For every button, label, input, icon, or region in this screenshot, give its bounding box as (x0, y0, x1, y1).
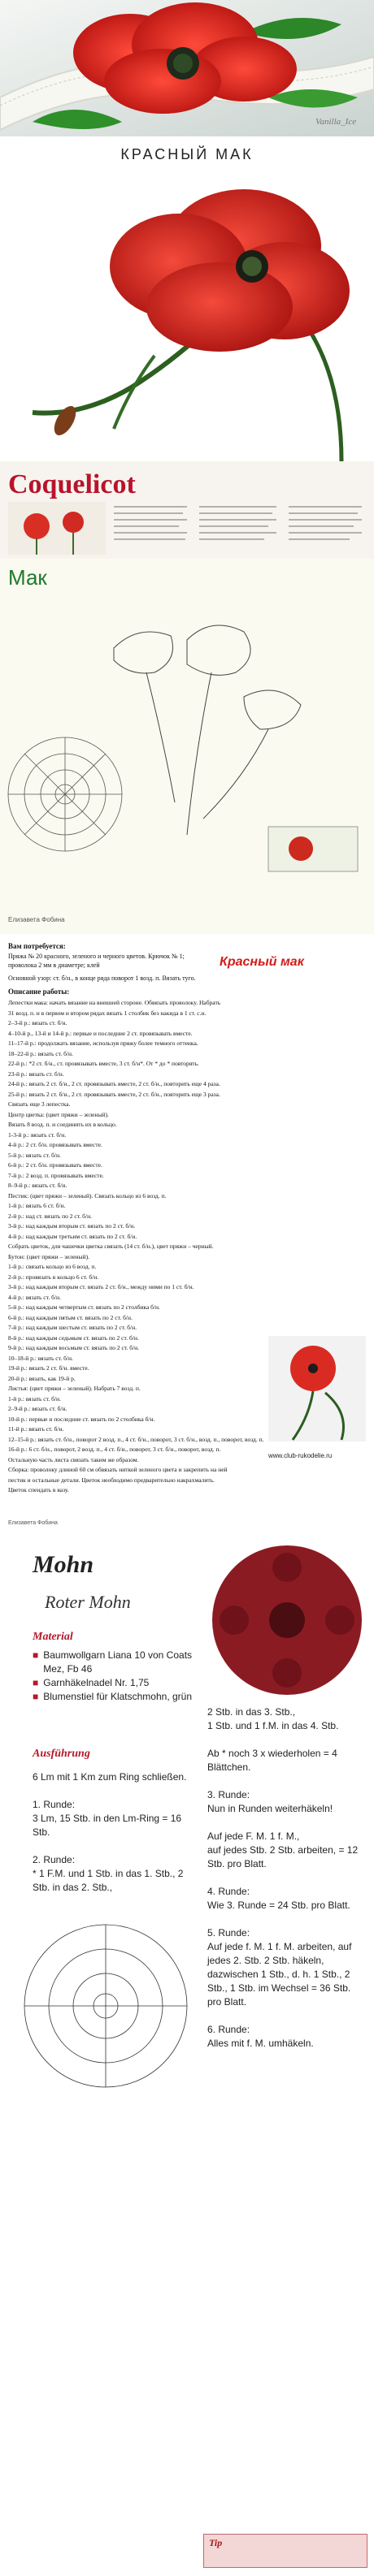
site-url: www.club-rukodelie.ru (268, 1452, 333, 1459)
text-line: 11-й р.: вязать ст. б/н. (8, 1425, 64, 1433)
text-line: 3-й р.: над каждым вторым ст. вязать 2 ст. б/н., между ними по 1 ст. б/н. (8, 1283, 194, 1290)
text-line (207, 2009, 366, 2023)
text-line: 2 Stb. in das 3. Stb., (207, 1706, 296, 1718)
text-line: 1-й р.: связать кольцо из 6 возд. п. (8, 1263, 97, 1270)
material-heading: Material (33, 1631, 73, 1643)
instructions-red-poppy (0, 934, 374, 1535)
text-line: 3. Runde: (207, 1789, 250, 1800)
tip-box (203, 2534, 367, 2568)
poppy-photo-small (268, 1336, 366, 1441)
text-line: 2–9-й р.: вязать ст. б/н. (8, 1405, 67, 1412)
poppy-bracelet-illustration (0, 0, 374, 136)
text-line: Auf jede F. M. 1 f. M., (207, 1830, 300, 1842)
text-line: 4-й р.: вязать ст. б/н. (8, 1293, 61, 1301)
text-line: 5-й р.: вязать ст. б/н. (8, 1151, 61, 1159)
text-line: Бутон: (цвет пряжи – зеленый). (8, 1252, 89, 1260)
text-line: 6. Runde: (207, 2024, 250, 2035)
text-line: 10-й р.: первые и последние ст. вязать по 2 столбика б/н. (8, 1415, 155, 1423)
text-line: 7-й р.: 2 возд. п. провязывать вместе. (8, 1171, 104, 1179)
text-line: Цветок спендать в вазу. (8, 1486, 69, 1493)
text-line: 7-й р.: над каждым шестым ст. вязать по 2 ст. б/н. (8, 1324, 137, 1331)
bullet-icon: ■ (33, 1649, 39, 1661)
crochet-flower-photo (210, 1543, 364, 1697)
large-poppy-illustration (0, 169, 374, 461)
watermark: Vanilla_Ice (315, 117, 357, 127)
pattern-sheet-mak (0, 559, 374, 934)
material-item (33, 1649, 211, 1676)
text-line: 10–18-й р.: вязать ст. б/н. (8, 1354, 73, 1362)
credit: Елизавета Фобина (8, 1520, 58, 1526)
text-line: 4. Runde: (207, 1886, 250, 1897)
photo-poppy-bracelet (0, 0, 374, 136)
text-line: Ab * noch 3 x wiederholen = 4 Blättchen. (207, 1748, 337, 1773)
photo-large-poppy (0, 169, 374, 461)
text-line: 16-й р.: 6 ст. б/н., поворот, 2 возд. п., 4 ст. б/н., поворот, 3 ст. б/н., поворот, возд. п. (8, 1446, 221, 1453)
title-banner-red-poppy (0, 136, 374, 169)
instructions-left-column (33, 1770, 191, 1895)
text-line: 25-й р.: вязать 2 ст. б/н., 2 ст. провязывать вместе, 2 ст. б/н., повторить еще 3 раза. (8, 1090, 220, 1098)
crochet-diagram (0, 591, 374, 916)
text-line: 3-й р.: над каждым вторым ст. вязать по 2 ст. б/н. (8, 1222, 136, 1230)
text-line: Связать еще 3 лепестка. (8, 1100, 71, 1108)
section-title: Мак (8, 565, 47, 590)
text-line: Вязать 8 возд. п. и соединить их в кольцо. (8, 1121, 117, 1128)
text-line: Листья: (цвет пряжи – зеленый). Набрать 7 возд. п. (8, 1385, 141, 1392)
text-line: Auf jede f. M. 1 f. M. arbeiten, auf jedes 2. Stb. 2 Stb. häkeln, dazwischen 1 Stb., d. h. 1 Stb., 2 Stb., 1 Stb. im Wechsel = 36 Stb. pro Blatt. (207, 1941, 352, 2008)
description-heading: Описание работы: (8, 988, 70, 996)
magazine-coquelicot (0, 461, 374, 559)
text-line: пестик и остальные детали. Цветок необходимо предварительно накрахмалить. (8, 1476, 215, 1484)
text-line: 18–22-й р.: вязать ст. б/н. (8, 1049, 73, 1057)
text-line: Центр цветка: (цвет пряжи – зеленый). (8, 1110, 109, 1118)
text-line: 2-й р.: провязать в кольцо 6 ст. б/н. (8, 1273, 99, 1281)
magazine-text-columns (114, 502, 366, 555)
text-line: 1-й р.: вязать ст. б/н. (8, 1394, 61, 1403)
text-line: 2. Runde: (33, 1854, 76, 1865)
ausfuhrung-heading: Ausführung (33, 1748, 90, 1760)
poppy-small-photo (8, 502, 106, 555)
text-line: Собрать цветок, для чашечки цветка связать (14 ст. б/н.), цвет пряжи – черный. (8, 1243, 214, 1250)
text-line: 6-й р.: 2 ст. б/н. провязывать вместе. (8, 1161, 102, 1169)
section-subtitle: Roter Mohn (45, 1592, 131, 1612)
text-line: 11–17-й р.: продолжать вязание, используя пряжу более темного оттенка. (8, 1039, 198, 1047)
text-line: 6-й р.: над каждым пятым ст. вязать по 2 ст. б/н. (8, 1313, 133, 1321)
text-line (207, 1733, 366, 1747)
bullet-icon: ■ (33, 1677, 39, 1688)
section-title: КРАСНЫЙ МАК (120, 146, 254, 162)
magazine-text-lines (114, 502, 366, 555)
mohn-crochet-chart (8, 1917, 203, 2095)
text-line: 8-й р.: над каждым седьмым ст. вязать по 2 ст. б/н. (8, 1333, 139, 1342)
text-line (207, 1816, 366, 1830)
main-pattern: Основной узор: ст. б/н., в конце ряда поворот 1 возд. п. Вязать туго. (8, 975, 196, 982)
credit: Елизавета Фобина (8, 916, 65, 923)
text-line (33, 1784, 191, 1798)
text-line: 4–10-й р., 13-й и 14-й р.: первые и последние 2 ст. провязывать вместе. (8, 1029, 193, 1037)
text-line: * 1 F.M. und 1 Stb. in das 1. Stb., 2 Stb. in das 2. Stb., (33, 1868, 184, 1893)
text-line: Сборка: проволоку длиной 60 см обвязать ниткой зеленого цвета и закрепить на ней (8, 1466, 228, 1473)
text-line: 3 Lm, 15 Stb. in den Lm-Ring = 16 Stb. (33, 1813, 182, 1838)
text-line: 4-й р.: 2 ст. б/н. провязывать вместе. (8, 1141, 102, 1148)
instructions-right-column (207, 1705, 366, 2051)
section-title: Coquelicot (8, 469, 136, 499)
material-list (33, 1649, 211, 1704)
materials-text: Пряжа № 20 красного, зеленого и черного цветов. Крючок № 1; проволока 2 мм в диаметре; клей (8, 953, 185, 969)
text-line: 8–9-й р.: вязать ст. б/н. (8, 1182, 67, 1189)
text-line: 12–15-й р.: вязать ст. б/н., поворот 2 возд. п., 4 ст. б/н., поворот, 3 ст. б/н., возд. п., поворот, возд. п. (8, 1435, 264, 1443)
material-item-text: Baumwollgarn Liana 10 von Coats Mez, Fb 46 (43, 1649, 193, 1675)
text-line: 31 возд. п. и в первом и втором рядах вязать 1 столбик без накида в 1 ст. с.н. (8, 1009, 207, 1017)
material-item-text: Garnhäkelnadel Nr. 1,75 (43, 1677, 150, 1688)
text-line (33, 1839, 191, 1853)
text-line (207, 1774, 366, 1788)
material-item (33, 1676, 211, 1690)
text-line: 9-й р.: над каждым восьмым ст. вязать по 2 ст. б/н. (8, 1344, 140, 1351)
text-line: 6 Lm mit 1 Km zum Ring schließen. (33, 1771, 187, 1783)
section-title: Красный мак (220, 955, 304, 969)
text-line: 19-й р.: вязать 2 ст. б/н. вместе. (8, 1364, 89, 1372)
section-title: Mohn (33, 1551, 94, 1578)
text-line: 4-й р.: над каждым третьим ст. вязать по 2 ст. б/н. (8, 1232, 137, 1240)
tip-heading: Tip (209, 2537, 223, 2548)
text-line (207, 1871, 366, 1885)
pattern-mohn (0, 1535, 374, 2576)
text-line: Лепестки мака: начать вязание на внешней стороне. Обвязать проволоку. Набрать (8, 999, 221, 1006)
text-line: auf jedes Stb. 2 Stb. arbeiten, = 12 Stb. pro Blatt. (207, 1844, 359, 1869)
text-line: 1-3-й р.: вязать ст. б/н. (8, 1130, 67, 1139)
text-line: Wie 3. Runde = 24 Stb. pro Blatt. (207, 1900, 350, 1911)
text-line: Nun in Runden weiterhäkeln! (207, 1803, 333, 1814)
text-line: 5-й р.: над каждым четвертым ст. вязать по 2 столбика б/н. (8, 1303, 160, 1311)
text-line: 23-й р.: вязать ст. б/н. (8, 1070, 64, 1078)
text-line: 1. Runde: (33, 1799, 76, 1810)
text-line: Остальную часть листа связать таким же образом. (8, 1455, 139, 1463)
text-line: 2-й р.: над ст. вязать по 2 ст. б/н. (8, 1212, 92, 1220)
text-line: 24-й р.: вязать 2 ст. б/н., 2 ст. провязывать вместе, 2 ст. б/н., повторить еще 4 раза. (8, 1080, 220, 1087)
material-item-text: Blumenstiel für Klatschmohn, grün (43, 1691, 193, 1702)
bullet-icon: ■ (33, 1691, 39, 1702)
text-line: Alles mit f. M. umhäkeln. (207, 2038, 314, 2049)
text-line: 2–3-й р.: вязать ст. б/н. (8, 1019, 67, 1027)
material-item (33, 1690, 211, 1704)
text-line: Пестик: (цвет пряжи – зеленый). Связать кольцо из 6 возд. п. (8, 1191, 167, 1199)
text-line (207, 1913, 366, 1926)
text-line: 1 Stb. und 1 f.M. in das 4. Stb. (207, 1720, 339, 1731)
text-line: 5. Runde: (207, 1927, 250, 1938)
materials-heading: Вам потребуется: (8, 942, 66, 950)
text-line: 1-й р.: вязать 6 ст. б/н. (8, 1202, 66, 1209)
text-line: 22-й р.: *2 ст. б/н., ст. провязывать вместе, 3 ст. б/н*. От * до * повторять. (8, 1060, 199, 1067)
text-line: 20-й р.: вязать, как 19-й р. (8, 1374, 76, 1382)
